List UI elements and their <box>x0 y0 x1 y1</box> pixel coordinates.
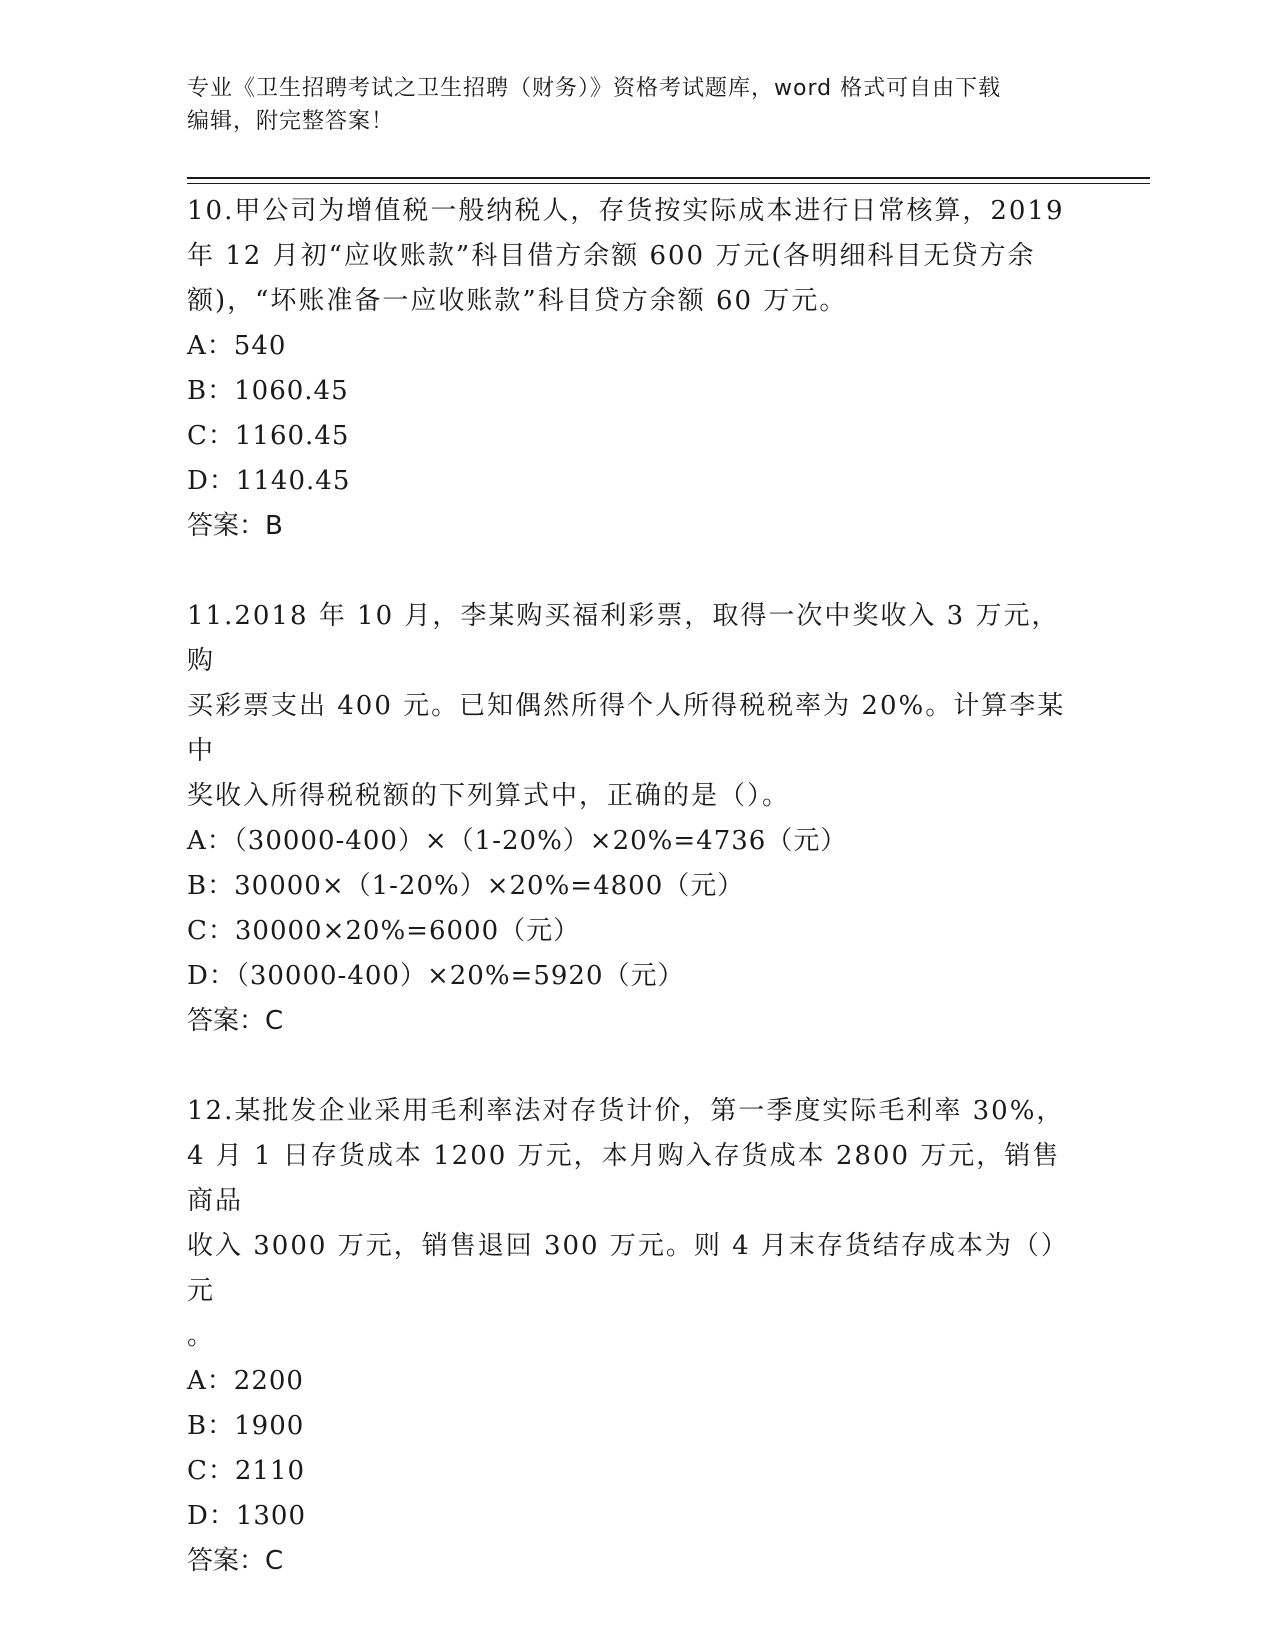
option-a: A：2200 <box>187 1366 304 1396</box>
question-11 <box>187 594 1087 1044</box>
option-a: A：（30000-400）×（1-20%）×20%=4736（元） <box>187 826 848 856</box>
header-line-2: 编辑，附完整答案！ <box>187 109 395 134</box>
question-text-line: 买彩票支出 400 元。已知偶然所得个人所得税税率为 20%。计算李某中 <box>187 691 1066 766</box>
option-c: C：30000×20%=6000（元） <box>187 916 581 946</box>
answer: 答案：C <box>187 1546 284 1576</box>
question-10 <box>187 189 1087 549</box>
header-divider-thin <box>187 183 1150 184</box>
question-text-line: 12.某批发企业采用毛利率法对存货计价，第一季度实际毛利率 30%， <box>187 1096 1065 1126</box>
spacer <box>187 549 1087 594</box>
option-d: D：1300 <box>187 1501 307 1531</box>
question-text-line: 额)，“坏账准备一应收账款”科目贷方余额 60 万元。 <box>187 286 848 316</box>
question-text-line: 年 12 月初“应收账款”科目借方余额 600 万元(各明细科目无贷方余 <box>187 241 1036 271</box>
option-d: D：（30000-400）×20%=5920（元） <box>187 961 685 991</box>
question-12 <box>187 1089 1087 1584</box>
question-text-line: 4 月 1 日存货成本 1200 万元，本月购入存货成本 2800 万元，销售商品 <box>187 1141 1061 1216</box>
question-text-line: 。 <box>187 1321 216 1351</box>
option-b: B：30000×（1-20%）×20%=4800（元） <box>187 871 745 901</box>
option-a: A：540 <box>187 331 287 361</box>
document-header <box>187 72 1067 138</box>
option-c: C：1160.45 <box>187 421 350 451</box>
header-line-1: 专业《卫生招聘考试之卫生招聘（财务）》资格考试题库，word 格式可自由下载 <box>187 76 1002 101</box>
answer: 答案：B <box>187 511 283 541</box>
question-list <box>187 189 1087 1584</box>
question-text-line: 奖收入所得税税额的下列算式中，正确的是（）。 <box>187 781 791 811</box>
option-b: B：1900 <box>187 1411 305 1441</box>
question-text-line: 10.甲公司为增值税一般纳税人，存货按实际成本进行日常核算，2019 <box>187 196 1065 226</box>
option-b: B：1060.45 <box>187 376 349 406</box>
answer: 答案：C <box>187 1006 284 1036</box>
option-d: D：1140.45 <box>187 466 351 496</box>
spacer <box>187 1044 1087 1089</box>
question-text-line: 11.2018 年 10 月，李某购买福利彩票，取得一次中奖收入 3 万元，购 <box>187 601 1060 676</box>
option-c: C：2110 <box>187 1456 306 1486</box>
question-text-line: 收入 3000 万元，销售退回 300 万元。则 4 月末存货结存成本为（）元 <box>187 1231 1069 1306</box>
header-divider-thick <box>187 177 1150 179</box>
